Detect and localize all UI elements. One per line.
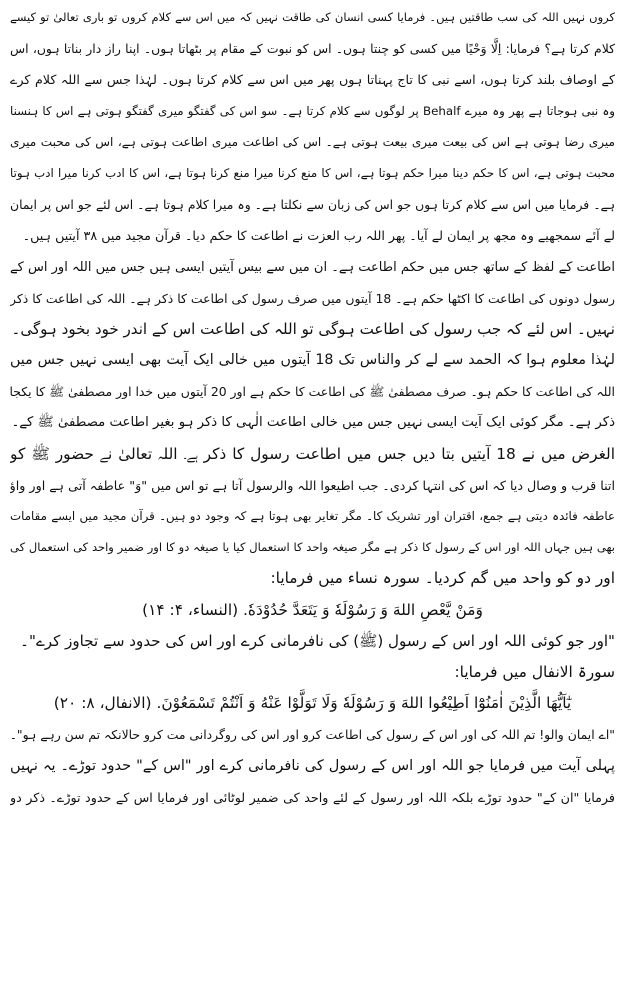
text-line: اطاعت کے لفظ کے ساتھ جس میں حکم اطاعت ہے۔ ان میں سے بیس آیتیں ایسی ہیں جس میں اللہ اور اس کے bbox=[10, 259, 615, 275]
text-line: میری رضا ہوتی ہے اس کی بیعت میری بیعت ہوتی ہے۔ اس کی اطاعت میری اطاعت ہوتی ہے، اس کی محبت میری bbox=[10, 134, 615, 149]
text-line: ذکر ہے۔ مگر کوئی ایک آیت ایسی نہیں جس میں خالی اطاعت الٰہی کا ذکر ہو بغیر اطاعت مصطفیٰ ﷺ کے۔ bbox=[11, 415, 615, 431]
text-line: کلام کرتا ہے؟ فرمایا: اِلَّا وَحْیًا میں کسی کو چنتا ہوں۔ اس کو نبوت کے مقام پر بٹھاتا ہوں۔ اپنا راز دار بناتا ہوں، اس bbox=[10, 41, 615, 57]
quran-citation-line: وَمَنْ يَّعْصِ اللهَ وَ رَسُوْلَهٗ وَ يَتَعَدَّ حُدُوْدَهٗ. (النساء، ۴: ۱۴) bbox=[142, 600, 483, 619]
text-line: ہے۔ فرمایا میں اس سے کلام کرتا ہوں جو اس کی زبان سے نکلتا ہے۔ وہ میرا کلام ہوتا ہے۔ اس لئے جو اس پر ایمان bbox=[10, 197, 615, 213]
text-line: عاطفہ فائدہ دیتی ہے جمع، اقتران اور تشریک کا۔ مگر تغایر بھی ہوتا ہے کہ وجود دو ہیں۔ قرآن مجید میں ایسے مقامات bbox=[10, 509, 615, 523]
text-line: نہیں۔ اس لئے کہ جب رسول کی اطاعت ہوگی تو اللہ کی اطاعت اس کے اندر خود بخود ہوگی۔ bbox=[11, 319, 615, 338]
text-line: "اے ایمان والو! تم اللہ کی اور اس کے رسول کی اطاعت کرو اور اس کی روگردانی مت کرو حالانکہ تم سن رہے ہو"۔ bbox=[10, 727, 615, 743]
quran-citation-line: يٰٓاَيُّهَا الَّذِيْنَ اٰمَنُوْٓا اَطِيْعُوا اللهَ وَ رَسُوْلَهٗ وَلَا تَوَلَّوْا عَنْهُ وَ اَنْتُمْ تَسْمَعُوْنَ. (الانفال، ۸: ۲۰) bbox=[53, 694, 572, 713]
text-line: اتنا قرب و وصال دیا کہ اس کی انتہا کردی۔ جب اطیعوا اللہ والرسول آتا ہے تو اس میں "وَ" عاطفہ آتی ہے اور واؤ bbox=[10, 477, 615, 493]
text-line: لہٰذا معلوم ہوا کہ الحمد سے لے کر والناس تک 18 آیتوں میں خالی ایک آیت بھی ایسی نہیں جس میں bbox=[10, 352, 615, 369]
text-line: اور دو کو واحد میں گم کردیا۔ سورہ نساء میں فرمایا: bbox=[270, 569, 615, 588]
text-line: کے اوصاف بلند کرتا ہوں، اسے نبی کا تاج پہناتا ہوں پھر میں اس سے کلام کرتا ہوں۔ لہٰذا جس سے اللہ کلام کرے bbox=[10, 72, 615, 88]
text-line: کروں نہیں اللہ کی سب طاقتیں ہیں۔ فرمایا کسی انسان کی طاقت نہیں کہ میں اس سے کلام کروں تو باری تعالیٰ تو کیسے bbox=[10, 10, 615, 24]
text-line: رسول دونوں کی اطاعت کا اکٹھا حکم ہے۔ 18 آیتوں میں صرف رسول کی اطاعت کا ذکر ہے۔ اللہ کی اطاعت کا ذکر bbox=[10, 290, 615, 306]
text-line: سورۃ الانفال میں فرمایا: bbox=[454, 662, 615, 681]
text-line: محبت ہوتی ہے، اس کا حکم دینا میرا حکم ہوتا ہے، اس کا منع کرنا میرا منع کرنا ہوتا ہے، اس کا ادب کرنا میرا ادب ہوتا bbox=[10, 165, 615, 180]
text-line: الغرض میں نے 18 آیتیں بتا دیں جس میں اطاعت رسول کا ذکر ہے۔ اللہ تعالیٰ نے حضور ﷺ کو bbox=[10, 444, 615, 463]
text-line: فرمایا "ان کے" حدود توڑے بلکہ اللہ اور رسول کے لئے واحد کی ضمیر لوٹائی اور فرمایا اس کے حدود توڑے۔ ذکر دو bbox=[10, 789, 615, 805]
text-line: "اور جو کوئی اللہ اور اس کے رسول (ﷺ) کی نافرمانی کرے اور اس کی حدود سے تجاوز کرے"۔ bbox=[20, 631, 615, 650]
text-line: لے آئے سمجھیے وہ مجھ پر ایمان لے آیا۔ پھر اللہ رب العزت نے اطاعت کا حکم دیا۔ قرآن مجید میں ۳۸ آیتیں ہیں۔ bbox=[22, 228, 615, 244]
text-line: وہ نبی ہوجاتا ہے پھر وہ میرے Behalf پر لوگوں سے کلام کرتا ہے۔ سو اس کی گفتگو میری گفتگو ہوتی ہے اس کا ہنسنا bbox=[10, 103, 615, 118]
text-line: بھی ہیں جہاں اللہ اور اس کے رسول کا ذکر ہے مگر صیغہ واحد کا استعمال کیا یا صیغہ دو کا اور ضمیر واحد کی استعمال کی bbox=[10, 540, 615, 555]
text-line: اللہ کی اطاعت کا حکم ہو۔ صرف مصطفیٰ ﷺ کی اطاعت کا حکم ہے اور 20 آیتوں میں خدا اور مصطفیٰ ﷺ کا یکجا bbox=[10, 384, 615, 400]
text-line: پہلی آیت میں فرمایا جو اللہ اور اس کے رسول کی نافرمانی کرے اور "اس کے" حدود توڑے۔ یہ نہیں bbox=[10, 757, 615, 774]
